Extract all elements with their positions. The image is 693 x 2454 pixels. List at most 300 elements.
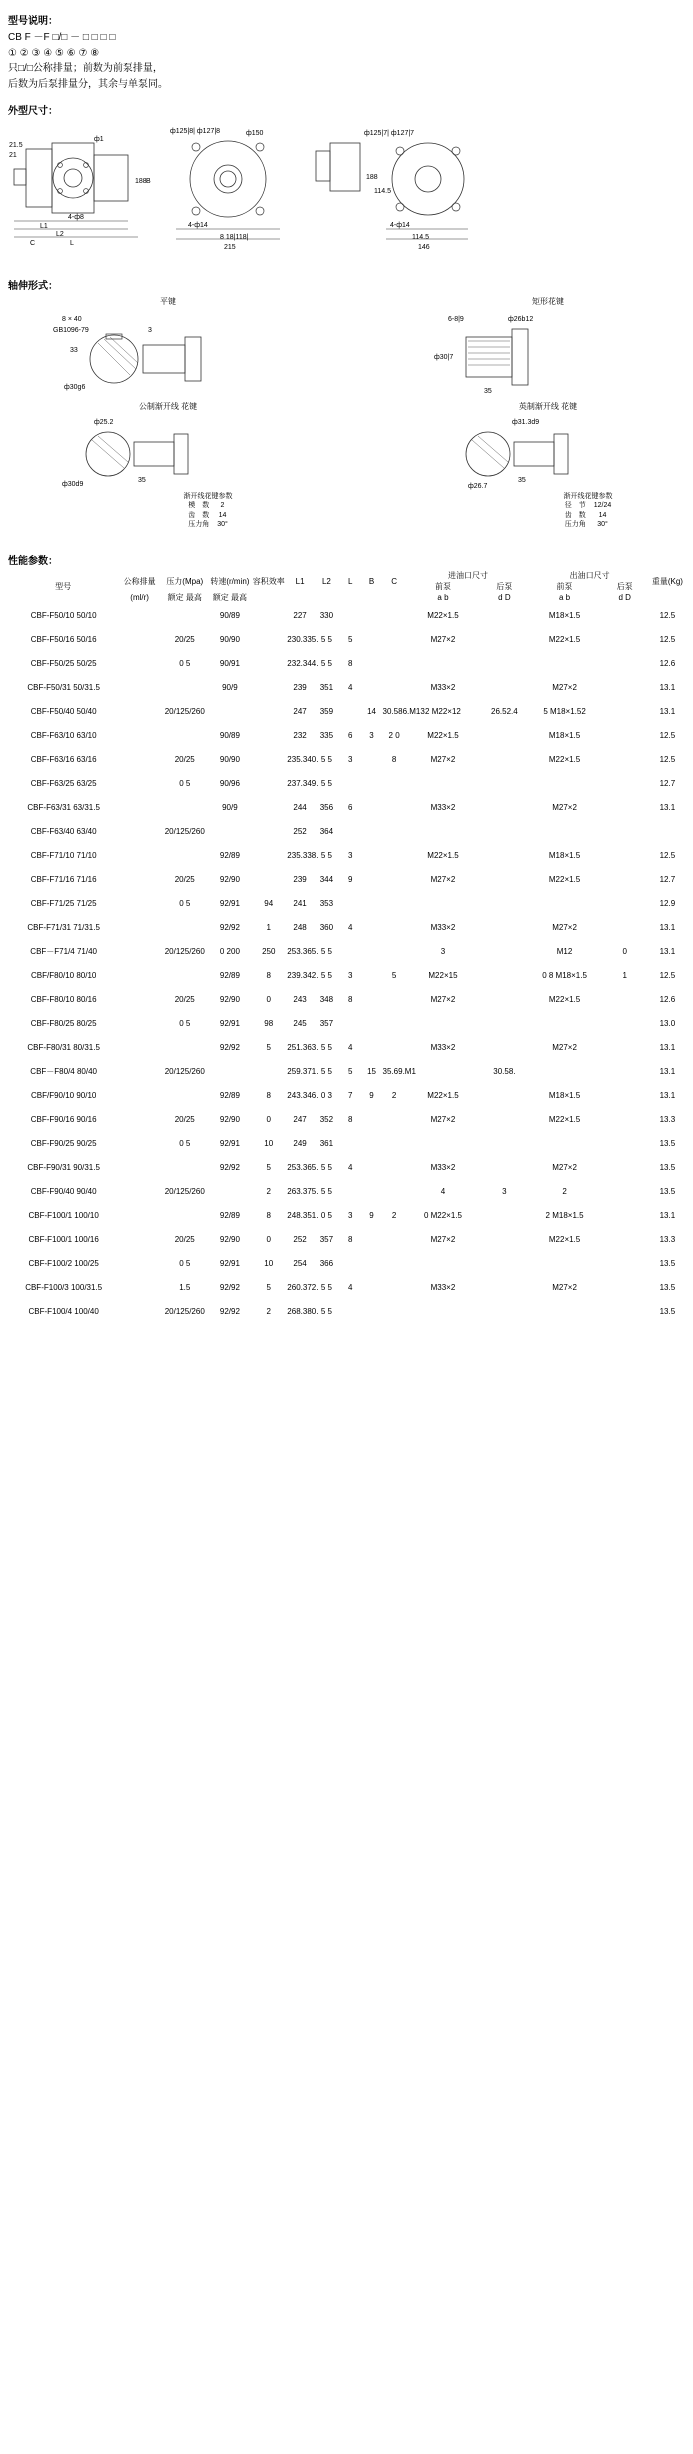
table-row [8,1180,685,1204]
cell-press: 20/125/260 [164,1186,205,1196]
cell-L: 4 [347,1162,353,1172]
cell-out_front [529,1060,599,1084]
cell-model: CBF-F50/25 50/25 [30,658,97,668]
table-row [8,868,685,892]
cell-out_rear [600,916,650,940]
metric-spline-param-0-name: 模 数 [188,502,210,510]
cell-C: 8 [391,754,397,764]
cell-C: 2 0 [388,730,400,740]
cell-L [339,1132,362,1156]
th-speed: 转速(r/min) [210,576,250,586]
svg-text:B: B [146,178,151,185]
cell-C [382,1108,407,1132]
cell-w: 12.7 [659,874,676,884]
cell-out_rear [600,1012,650,1036]
cell-vol: 5 [266,1282,271,1292]
model-code-title: 型号说明： [8,16,58,27]
cell-w: 12.9 [659,898,676,908]
cell-press: 20/125/260 [164,1066,205,1076]
cell-model: CBF-F100/4 100/40 [28,1306,99,1316]
cell-speed: 92/92 [219,1042,240,1052]
cell-B [362,916,382,940]
cell-out_rear [600,1300,650,1324]
cell-L1: 235.340. [287,754,319,764]
cell-model: CBF-F80/31 80/31.5 [27,1042,100,1052]
cell-disp [118,700,161,724]
th-displacement: 公称排量 [123,576,156,586]
th-speed-max: 最高 [231,593,247,603]
cell-disp [118,1084,161,1108]
cell-C [382,1036,407,1060]
cell-out_front: M18×1.5 [548,1090,581,1100]
cell-B: 15 [367,1066,376,1076]
metric-spline-param-2-value: 30° [217,521,228,529]
cell-vol [251,700,286,724]
cell-disp [118,844,161,868]
cell-model: CBF-F90/16 90/16 [30,1114,97,1124]
svg-text:ф31.3d9: ф31.3d9 [512,419,540,426]
cell-in_front [407,1252,480,1276]
cell-in_front: 0 M22×1.5 [423,1210,462,1220]
cell-C [382,772,407,796]
cell-L1: 232 [293,730,307,740]
cell-vol: 8 [266,970,271,980]
cell-B [362,1228,382,1252]
drawing-rear-view [308,121,488,261]
table-row [8,988,685,1012]
cell-vol [251,820,286,844]
metric-spline-param-1-value: 14 [218,511,227,519]
cell-L1: 259.371. [287,1066,319,1076]
cell-L: 4 [347,1042,353,1052]
cell-model: CBF-F50/16 50/16 [30,634,97,644]
cell-model: CBF-F71/31 71/31.5 [27,922,100,932]
cell-out_front: M18×1.5 [548,610,581,620]
th-outlet-D: D [625,593,631,603]
cell-L2: 360 [319,922,334,932]
cell-vol [251,772,286,796]
cell-model: CBF-F100/1 100/10 [28,1210,99,1220]
cell-in_front [407,1132,480,1156]
cell-L [339,1012,362,1036]
cell-w: 13.1 [659,706,676,716]
table-row [8,1252,685,1276]
th-inlet-b: b [444,593,449,603]
cell-L1: 243.346. [287,1090,319,1100]
cell-in_rear [479,988,529,1012]
svg-text:21: 21 [9,152,17,159]
cell-model: CBF-F50/10 50/10 [30,610,97,620]
cell-press: 20/25 [174,874,195,884]
cell-speed: 92/91 [219,1018,240,1028]
cell-model: CBF-F80/25 80/25 [30,1018,97,1028]
cell-in_front: 3 [440,946,446,956]
cell-L1: 232.344. [287,658,319,668]
th-outlet-front: 前泵 [556,582,573,592]
cell-C [382,1276,407,1300]
cell-out_rear [600,1252,650,1276]
cell-in_front: M27×2 [430,874,456,884]
cell-L2: 5 5 [320,1186,332,1196]
cell-L2: 353 [319,898,334,908]
th-L1: L1 [295,576,305,586]
cell-w: 13.1 [659,802,676,812]
cell-speed: 92/91 [219,898,240,908]
cell-out_front [529,892,599,916]
cell-speed: 90/96 [219,778,240,788]
cell-B [362,748,382,772]
cell-w: 13.5 [659,1138,676,1148]
cell-L: 8 [347,1114,353,1124]
cell-C [382,820,407,844]
cell-disp [118,1228,161,1252]
cell-press [161,844,209,868]
cell-C [382,844,407,868]
cell-model: CBF-F90/31 90/31.5 [27,1162,100,1172]
model-code-line-2: ① ② ③ ④ ⑤ ⑥ ⑦ ⑧ [8,47,100,59]
cell-out_rear [600,724,650,748]
cell-C: 5 [391,970,397,980]
cell-C: 30.586.M13 [382,706,425,716]
cell-disp [118,604,161,628]
cell-C [382,916,407,940]
cell-L2: 351 [319,682,334,692]
cell-speed: 92/89 [219,1090,240,1100]
cell-vol: 0 [266,1234,271,1244]
cell-out_rear [600,748,650,772]
cell-press: 0 5 [179,778,191,788]
cell-w: 13.1 [659,1090,676,1100]
cell-out_front: M22×1.5 [548,874,581,884]
cell-B [362,1300,382,1324]
cell-L1: 248.351. [287,1210,319,1220]
svg-text:L1: L1 [40,223,48,230]
cell-out_front [529,1300,599,1324]
cell-w: 13.5 [659,1186,676,1196]
cell-model: CBF-F100/3 100/31.5 [25,1282,103,1292]
cell-disp [118,1036,161,1060]
cell-out_rear [600,652,650,676]
cell-C [382,1300,407,1324]
cell-in_rear [479,940,529,964]
cell-L2: 356 [319,802,334,812]
cell-out_rear [600,1084,650,1108]
cell-model: CBF-F71/25 71/25 [30,898,97,908]
cell-vol: 2 [266,1306,271,1316]
cell-out_front: M27×2 [552,1282,577,1292]
cell-C [382,868,407,892]
cell-disp [118,676,161,700]
cell-w: 13.1 [659,1210,676,1220]
cell-vol: 2 [266,1186,271,1196]
cell-disp [118,820,161,844]
cell-in_front: M33×2 [430,1162,456,1172]
table-row [8,1036,685,1060]
th-outlet-b: b [565,593,571,603]
cell-B [362,868,382,892]
cell-vol: 250 [262,946,276,956]
model-code-line-3: 只□/□公称排量；前数为前泵排量， [8,63,163,74]
cell-in_front: M33×2 [430,922,456,932]
cell-out_rear [600,1060,650,1084]
imperial-spline-param-2-value: 30° [597,521,608,529]
cell-L1: 243 [293,994,307,1004]
table-row [8,724,685,748]
svg-text:ф125|7| ф127|7: ф125|7| ф127|7 [364,130,415,137]
cell-speed: 92/91 [219,1138,240,1148]
cell-L: 6 [347,802,353,812]
cell-in_front: M22×1.5 [427,850,459,860]
th-inlet: 进油口尺寸 [448,571,489,580]
cell-L: 3 [347,754,353,764]
th-inlet-rear-sub [479,592,529,603]
cell-in_front [407,1012,480,1036]
cell-in_front [407,892,480,916]
cell-out_rear [600,868,650,892]
cell-in_rear [479,1132,529,1156]
cell-B [362,628,382,652]
svg-text:8 18|118|: 8 18|118| [220,234,249,241]
cell-out_rear [600,820,650,844]
cell-B [362,1012,382,1036]
cell-B [362,964,382,988]
cell-model: CBF-F100/2 100/25 [28,1258,99,1268]
svg-text:GB1096-79: GB1096-79 [53,327,89,334]
cell-model: CBF-F100/1 100/16 [28,1234,99,1244]
cell-C [382,1180,407,1204]
cell-out_rear [600,1036,650,1060]
cell-speed: 92/92 [219,922,240,932]
cell-press: 20/25 [174,634,195,644]
cell-L [339,820,362,844]
cell-C [382,1228,407,1252]
cell-in_rear [479,604,529,628]
cell-L: 8 [347,994,353,1004]
cell-in_front: M27×2 [430,1234,456,1244]
svg-text:ф30|7: ф30|7 [434,354,454,361]
metric-spline-param-1-name: 齿 数 [188,511,210,519]
cell-in_rear [479,1228,529,1252]
table-row [8,940,685,964]
cell-press: 0 5 [179,658,191,668]
cell-C [382,1252,407,1276]
cell-speed: 92/91 [219,1258,240,1268]
cell-model: CBF/F90/10 90/10 [30,1090,97,1100]
cell-speed: 92/89 [219,970,240,980]
cell-in_front: M27×2 [430,754,456,764]
cell-w: 13.5 [659,1282,676,1292]
cell-B [362,844,382,868]
cell-in_front: M27×2 [430,634,456,644]
cell-out_rear [600,988,650,1012]
cell-L1: 235.338. [287,850,319,860]
cell-L1: 252 [293,826,307,836]
cell-L2: 330 [319,610,334,620]
cell-w: 12.5 [659,754,676,764]
table-row [8,1084,685,1108]
cell-B [362,820,382,844]
cell-L2: 5 5 [320,970,332,980]
cell-vol [251,604,286,628]
cell-out_rear [600,700,650,724]
shaft-type-flat-key-label: 平键 [160,297,176,306]
cell-L2: 5 5 [320,1282,332,1292]
cell-C: 2 [391,1210,397,1220]
cell-model: CBF－F71/4 71/40 [30,946,97,956]
cell-vol: 0 [266,994,271,1004]
cell-out_rear [600,892,650,916]
cell-speed: 92/92 [219,1306,240,1316]
cell-speed: 92/92 [219,1282,240,1292]
cell-out_rear [600,844,650,868]
cell-C [382,676,407,700]
cell-L1: 230.335. [287,634,319,644]
cell-B [362,676,382,700]
cell-out_rear [600,772,650,796]
cell-in_rear [479,892,529,916]
cell-L2: 5 5 [320,1042,332,1052]
cell-B [362,1180,382,1204]
cell-speed: 92/89 [219,1210,240,1220]
cell-L2: 364 [319,826,334,836]
cell-press [161,1204,209,1228]
cell-in_front: M27×2 [430,1114,456,1124]
svg-text:ф30g6: ф30g6 [64,384,86,391]
cell-in_rear [479,748,529,772]
th-sub-L [339,592,362,603]
svg-text:C: C [30,240,36,247]
cell-B [362,1108,382,1132]
cell-out_front: M22×1.5 [548,1114,581,1124]
svg-text:4-ф14: 4-ф14 [188,222,208,229]
cell-L: 7 [347,1090,353,1100]
cell-vol: 0 [266,1114,271,1124]
model-code-block [8,30,685,92]
cell-w: 13.5 [659,1306,676,1316]
cell-L: 3 [347,970,353,980]
cell-in_rear [479,844,529,868]
cell-vol: 8 [266,1210,271,1220]
cell-vol [251,628,286,652]
th-speed-sub [209,592,252,603]
cell-in_rear [479,964,529,988]
cell-L1: 251.363. [287,1042,319,1052]
table-row [8,628,685,652]
cell-vol: 10 [264,1138,274,1148]
cell-out_front: 2 M18×1.5 [545,1210,584,1220]
cell-disp [118,1252,161,1276]
cell-speed: 90/90 [219,634,240,644]
drawing-front-view [168,121,298,261]
th-outlet-rear-sub [600,592,650,603]
cell-L2: 5 5 [320,658,332,668]
cell-out_front: 0 8 M18×1.5 [542,970,587,980]
cell-vol [251,748,286,772]
th-outlet-front-sub [529,592,599,603]
cell-L: 5 [347,634,353,644]
table-row [8,1108,685,1132]
cell-w: 12.6 [659,658,676,668]
cell-L1: 245 [293,1018,307,1028]
cell-w: 12.5 [659,610,676,620]
cell-L1: 239.342. [287,970,319,980]
cell-L: 5 [347,1066,353,1076]
cell-L: 3 [347,1210,353,1220]
table-row [8,796,685,820]
cell-L [339,700,362,724]
cell-C: 2 [391,1090,397,1100]
th-press-sub [161,592,209,603]
cell-model: CBF-F71/16 71/16 [30,874,97,884]
performance-table-body [8,604,685,1324]
svg-text:33: 33 [70,347,78,354]
th-disp-unit: (ml/r) [130,593,149,603]
cell-model: CBF-F63/10 63/10 [30,730,97,740]
svg-text:188: 188 [366,174,378,181]
cell-w: 13.3 [659,1114,676,1124]
cell-press: 20/25 [174,1234,195,1244]
cell-press: 20/25 [174,994,195,1004]
th-outlet: 出油口尺寸 [569,571,610,580]
dimensions-title: 外型尺寸： [8,106,58,117]
table-row [8,964,685,988]
cell-B [362,1276,382,1300]
cell-B [362,604,382,628]
cell-in_front: M27×2 [430,994,456,1004]
cell-speed: 90/9 [222,802,238,812]
cell-press [161,796,209,820]
cell-model: CBF-F50/40 50/40 [30,706,97,716]
cell-model: CBF/F80/10 80/10 [30,970,97,980]
cell-L1: 249 [293,1138,307,1148]
cell-C [382,892,407,916]
svg-text:3: 3 [148,327,152,334]
cell-w: 12.5 [659,730,676,740]
cell-L1: 268.380. [287,1306,319,1316]
cell-w: 12.5 [659,970,676,980]
th-press-rated: 额定 [167,593,184,603]
cell-in_front [407,652,480,676]
cell-in_rear [479,1204,529,1228]
th-inlet-rear: 后泵 [496,582,513,592]
cell-out_front: M22×1.5 [548,754,581,764]
cell-out_front: M22×1.5 [548,994,581,1004]
cell-B [362,1252,382,1276]
th-sub-L2 [314,592,339,603]
cell-press: 0 5 [179,1018,191,1028]
cell-out_front: 2 [562,1186,567,1196]
cell-model: CBF-F90/40 90/40 [30,1186,97,1196]
cell-model: CBF-F63/31 63/31.5 [27,802,100,812]
cell-C [382,628,407,652]
cell-disp [118,940,161,964]
cell-disp [118,1156,161,1180]
cell-L [339,772,362,796]
svg-text:35: 35 [138,477,146,484]
cell-press: 20/125/260 [164,1306,205,1316]
cell-model: CBF-F63/25 63/25 [30,778,97,788]
cell-disp [118,628,161,652]
cell-L2: 5 5 [320,754,332,764]
th-weight: 重量(Kg) [651,576,683,586]
cell-L1: 247 [293,1114,307,1124]
cell-speed: 92/90 [219,1114,240,1124]
svg-text:114.5: 114.5 [374,188,391,195]
cell-B [362,1156,382,1180]
shaft-type-metric-spline-label: 公制渐开线 花键 [138,402,198,411]
table-row [8,652,685,676]
shaft-type-flat-key [48,296,288,397]
